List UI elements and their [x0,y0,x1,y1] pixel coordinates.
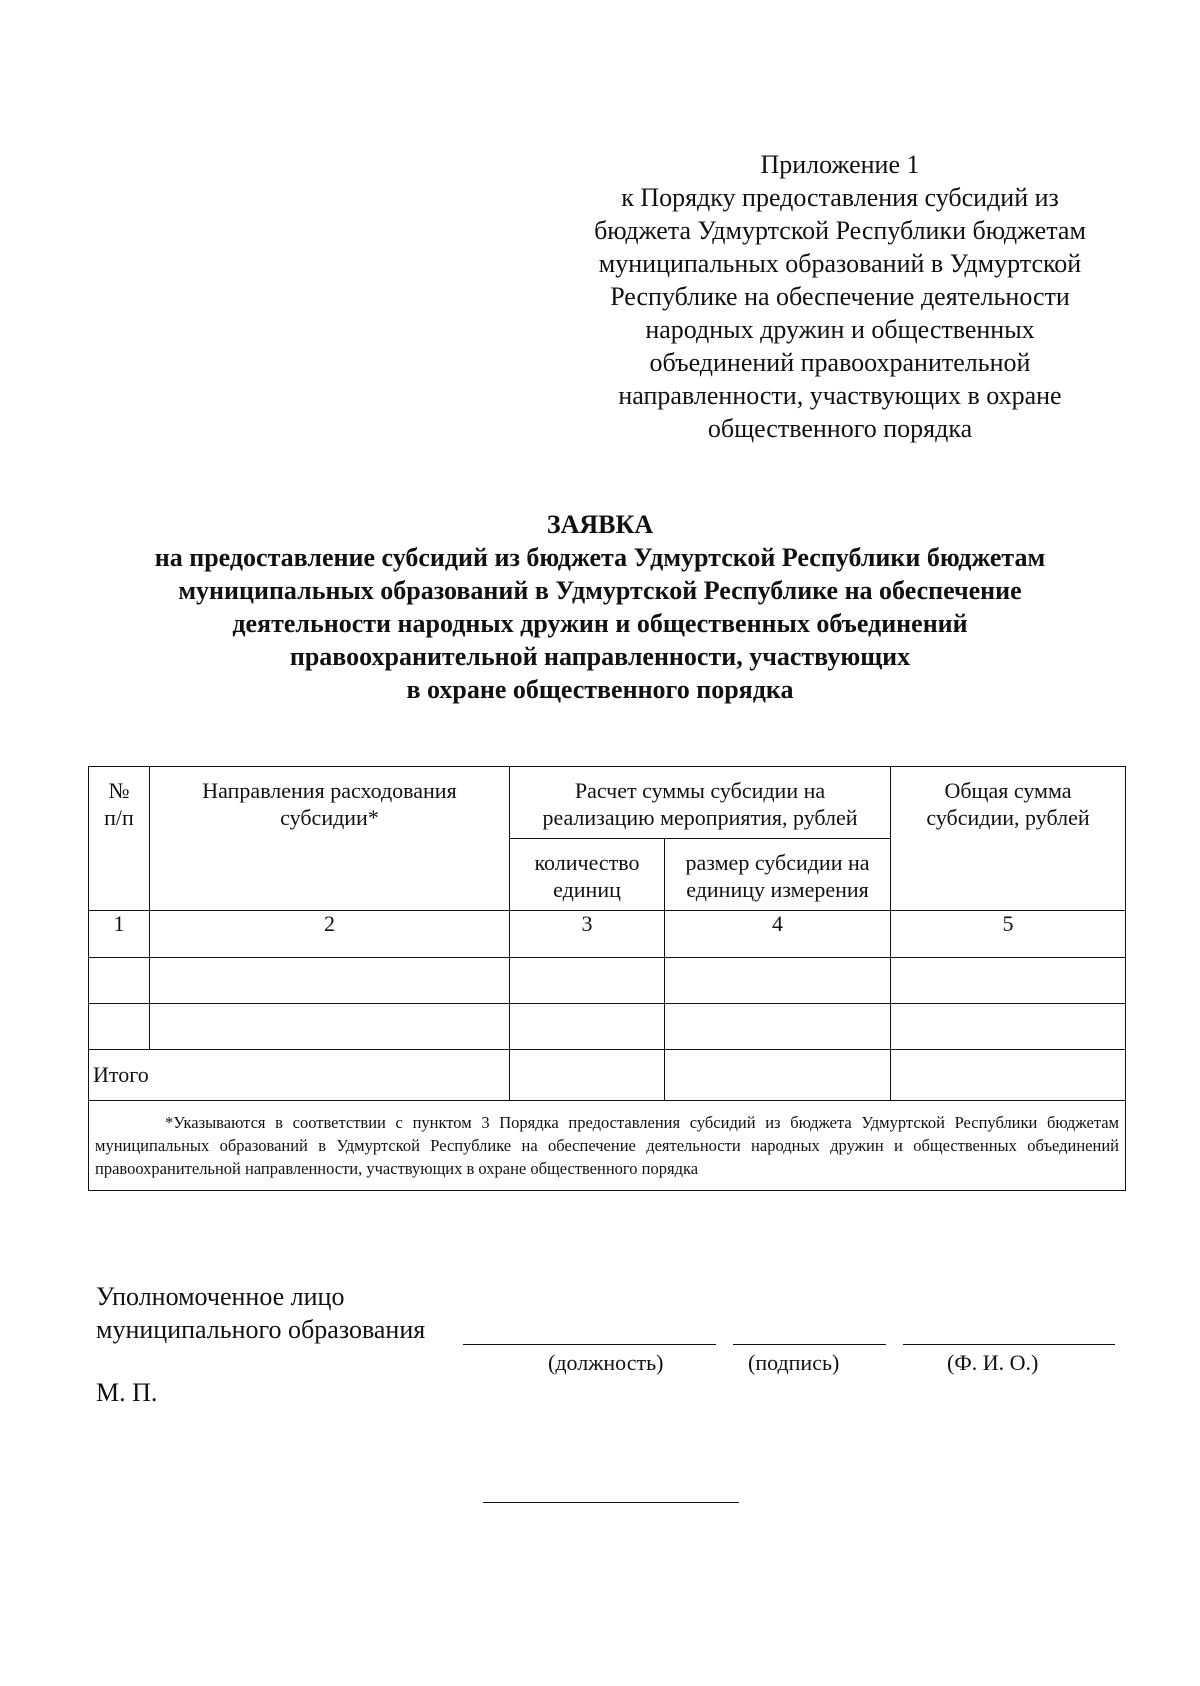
empty-cell [510,1004,665,1050]
header-rate: размер субсидии на единицу измерения [665,839,891,911]
appendix-line: бюджета Удмуртской Республики бюджетам [594,216,1086,245]
header-direction: Направления расходования субсидии* [150,767,510,911]
appendix-line: к Порядку предоставления субсидий из [621,183,1059,212]
empty-cell [891,1050,1126,1101]
table-row [89,1004,1126,1050]
empty-cell [665,958,891,1004]
column-number: 3 [510,911,665,958]
title-heading: ЗАЯВКА [546,510,654,539]
header-row [89,767,1126,839]
signature-line [733,1344,886,1345]
column-number: 4 [665,911,891,958]
empty-cell [89,958,150,1004]
header-total: Общая сумма субсидии, рублей [891,767,1126,911]
document-title [60,508,1140,706]
empty-cell [510,958,665,1004]
empty-cell [665,1050,891,1101]
header-num: № п/п [89,767,150,911]
total-row [89,1050,1126,1101]
column-number-row [89,911,1126,958]
position-line [463,1344,716,1345]
header-calc: Расчет суммы субсидии на реализацию мероприятия, рублей [510,767,891,839]
empty-cell [150,958,510,1004]
signer-line: Уполномоченное лицо [96,1282,345,1311]
end-separator [483,1502,739,1503]
column-number: 2 [150,911,510,958]
appendix-line: муниципальных образований в Удмуртской [598,249,1082,278]
empty-cell [89,1004,150,1050]
title-line: муниципальных образований в Удмуртской Республике на обеспечение [178,576,1022,605]
title-line: деятельности народных дружин и общественных объединений [232,609,968,638]
column-number: 5 [891,911,1126,958]
appendix-line: Республике на обеспечение деятельности [610,282,1070,311]
subsidy-table [88,766,1126,1191]
empty-cell [150,1004,510,1050]
name-caption: (Ф. И. О.) [947,1350,1039,1375]
title-line: на предоставление субсидий из бюджета Удмуртской Республики бюджетам [154,543,1046,572]
position-caption: (должность) [548,1350,664,1375]
total-label: Итого [89,1050,510,1101]
empty-cell [510,1050,665,1101]
appendix-line: общественного порядка [707,414,973,443]
authorized-person [96,1280,425,1346]
title-line: в охране общественного порядка [406,675,794,704]
header-units: количество единиц [510,839,665,911]
appendix-line: Приложение 1 [760,150,920,179]
empty-cell [665,1004,891,1050]
appendix-line: направленности, участвующих в охране [618,381,1062,410]
empty-cell [891,958,1126,1004]
table-row [89,958,1126,1004]
empty-cell [891,1004,1126,1050]
signer-line: муниципального образования [96,1315,426,1344]
stamp-label: М. П. [96,1378,158,1407]
signature-caption: (подпись) [748,1350,840,1375]
appendix-line: объединений правоохранительной [649,348,1031,377]
footnote-row [89,1101,1126,1191]
footnote: *Указываются в соответствии с пунктом 3 Порядка предоставления субсидий из бюджета Удмуртской Республики бюджетам муниципальных образований в Удмуртской Республике на обеспечение деятельности народных дружин и общественных объединений правоохранительной направленности, участвующих в охране общественного порядка [89,1101,1126,1191]
title-line: правоохранительной направленности, участвующих [289,642,911,671]
appendix-line: народных дружин и общественных [645,315,1035,344]
appendix-block [560,148,1120,445]
column-number: 1 [89,911,150,958]
name-line [903,1344,1115,1345]
